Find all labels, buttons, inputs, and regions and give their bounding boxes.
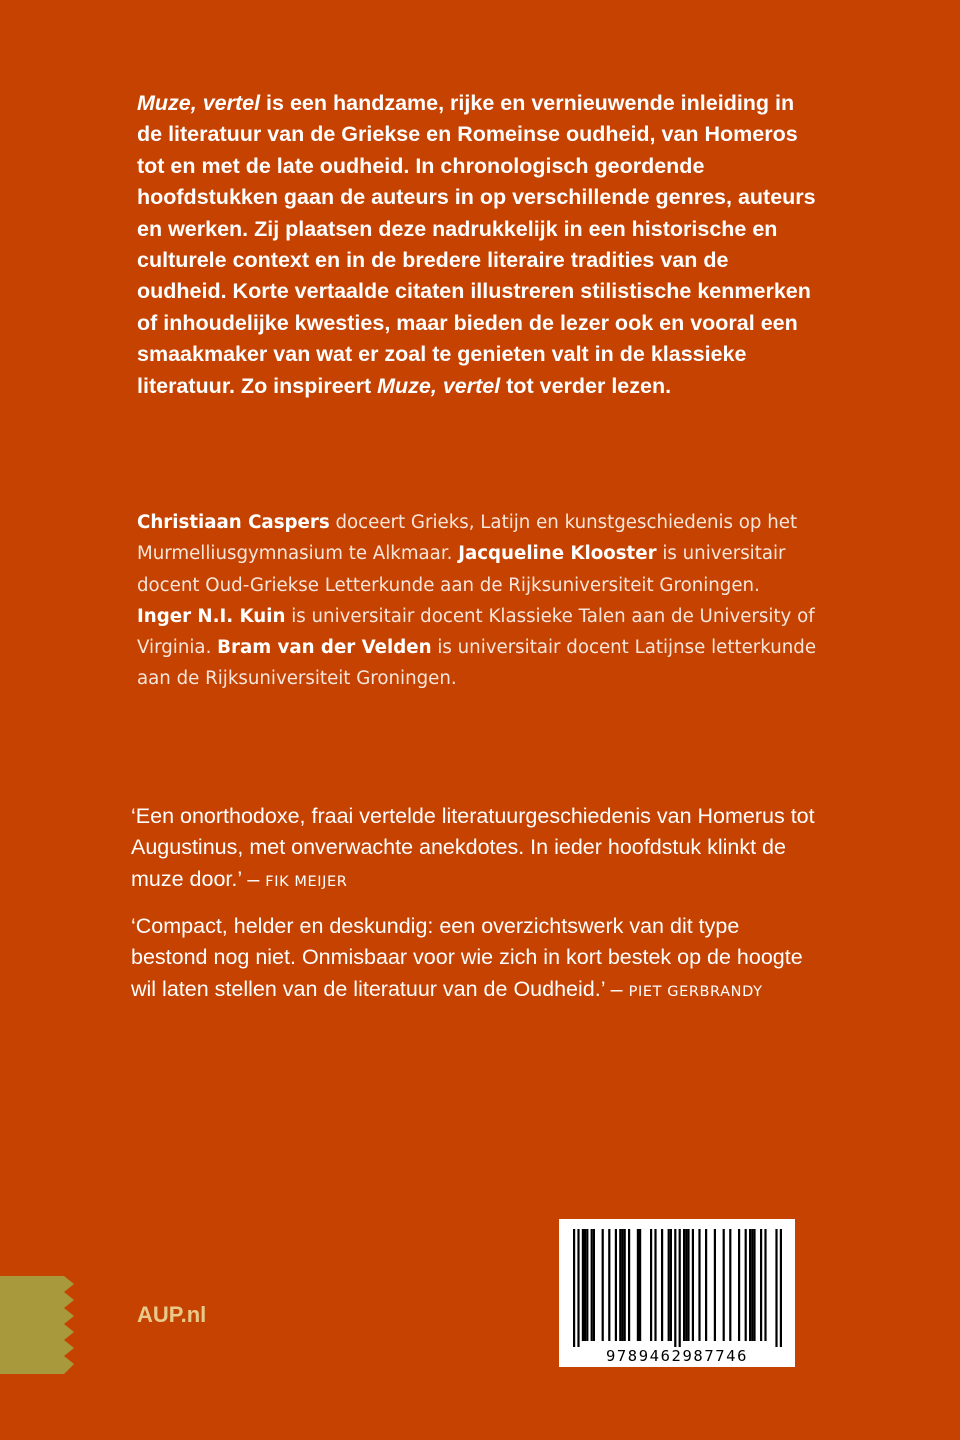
barcode-bar [760,1229,762,1341]
quote-attribution: FIK MEIJER [265,873,348,890]
author-bio-text: is universitair docent Klassieke Talen aan de University of Virginia. [137,605,815,659]
book-title: Muze, vertel [137,91,261,115]
barcode-bar [698,1229,700,1341]
isbn-number: 9789462987746 [605,1347,749,1365]
barcode-bar [714,1229,716,1341]
author-bio-text: is universitair docent Oud-Griekse Letterkunde aan de Rijksuniversiteit Groningen. [137,543,786,596]
barcode-bar [705,1229,707,1341]
barcode-bar [586,1229,588,1341]
quote-text: ‘Een onorthodoxe, fraai vertelde literatuurgeschiedenis van Homerus tot Augustinus, met onverwachte anekdotes. In ieder hoofdstuk klinkt de muze door.’ [131,804,815,891]
barcode-bar [639,1229,641,1341]
quote-text: ‘Compact, helder en deskundig: een overzichtswerk van dit type bestond nog niet. Onmisbaar voor wie zich in kort bestek op de hoogte wil laten stellen van de literatuur van de Oudheid.’ [131,914,803,1001]
barcode-bar [692,1229,694,1341]
barcode-bar [729,1229,731,1341]
author-name: Bram van der Velden [217,637,432,659]
barcode-bar [670,1229,672,1341]
barcode-bar [749,1229,751,1341]
barcode-bar [753,1229,755,1341]
barcode-bar [619,1229,621,1341]
blurb-text: is een handzame, rijke en vernieuwende inleiding in de literatuur van de Griekse en Romeinse oudheid, van Homeros tot en met de late oudheid. In chronologisch geordende hoofdstukken gaan de auteurs in op verschillende genres, auteurs en werken. Zij plaatsen deze nadrukkelijk in een historische en culturele context en in de bredere literaire tradities van de oudheid. Korte vertaalde citaten illustreren stilistische kenmerken of inhoudelijke kwesties, maar bieden de lezer ook en vooral een smaakmaker van wat er zoal te genieten valt in de klassieke literatuur. Zo inspireert [137,91,816,398]
barcode-bar [615,1229,617,1341]
barcode-bar [582,1229,584,1341]
barcode-bar [654,1229,656,1341]
barcode-bar [679,1229,681,1347]
barcode [559,1219,795,1367]
barcode-bar [723,1229,725,1341]
barcode-bar [668,1229,670,1341]
review-quote [131,911,821,1008]
quote-dash: – [241,866,266,891]
barcode-bar [591,1229,593,1341]
barcode-bar [738,1229,740,1341]
publisher-ribbon [0,1276,74,1374]
barcode-bar [573,1229,575,1347]
back-cover-blurb [137,88,817,402]
barcode-bar [764,1229,766,1341]
quote-dash: – [604,976,629,1001]
barcode-bar [602,1229,604,1341]
barcode-bar [624,1229,626,1341]
barcode-bar [608,1229,610,1341]
blurb-text: tot verder lezen. [500,373,672,398]
barcode-bar [577,1229,579,1347]
barcode-bar [650,1229,652,1341]
barcode-bar [687,1229,689,1341]
author-bio-text: is universitair docent Latijnse letterkunde aan de Rijksuniversiteit Groningen. [137,637,817,690]
review-quote [131,801,821,898]
barcode-bar [661,1229,663,1341]
barcode-bar [584,1229,586,1341]
barcode-bar [780,1229,782,1347]
barcode-bar [628,1229,630,1341]
barcode-bar [685,1229,687,1341]
quote-attribution: PIET GERBRANDY [628,983,763,1000]
barcode-bar [674,1229,676,1347]
author-name: Inger N.I. Kuin [137,605,286,627]
barcode-bar [637,1229,639,1341]
barcode-bar [593,1229,595,1341]
barcode-bars [559,1219,795,1367]
book-title: Muze, vertel [377,373,501,398]
author-bio-text: doceert Grieks, Latijn en kunstgeschiedenis op het Murmelliusgymnasium te Alkmaar. [137,512,798,565]
barcode-bar [745,1229,747,1341]
publisher-url[interactable]: AUP.nl [137,1302,207,1327]
barcode-bar [751,1229,753,1341]
barcode-bar [621,1229,623,1341]
barcode-bar [775,1229,777,1347]
barcode-bar [683,1229,685,1341]
author-bios [137,507,817,695]
author-name: Christiaan Caspers [137,512,330,533]
author-name: Jacqueline Klooster [458,543,657,565]
